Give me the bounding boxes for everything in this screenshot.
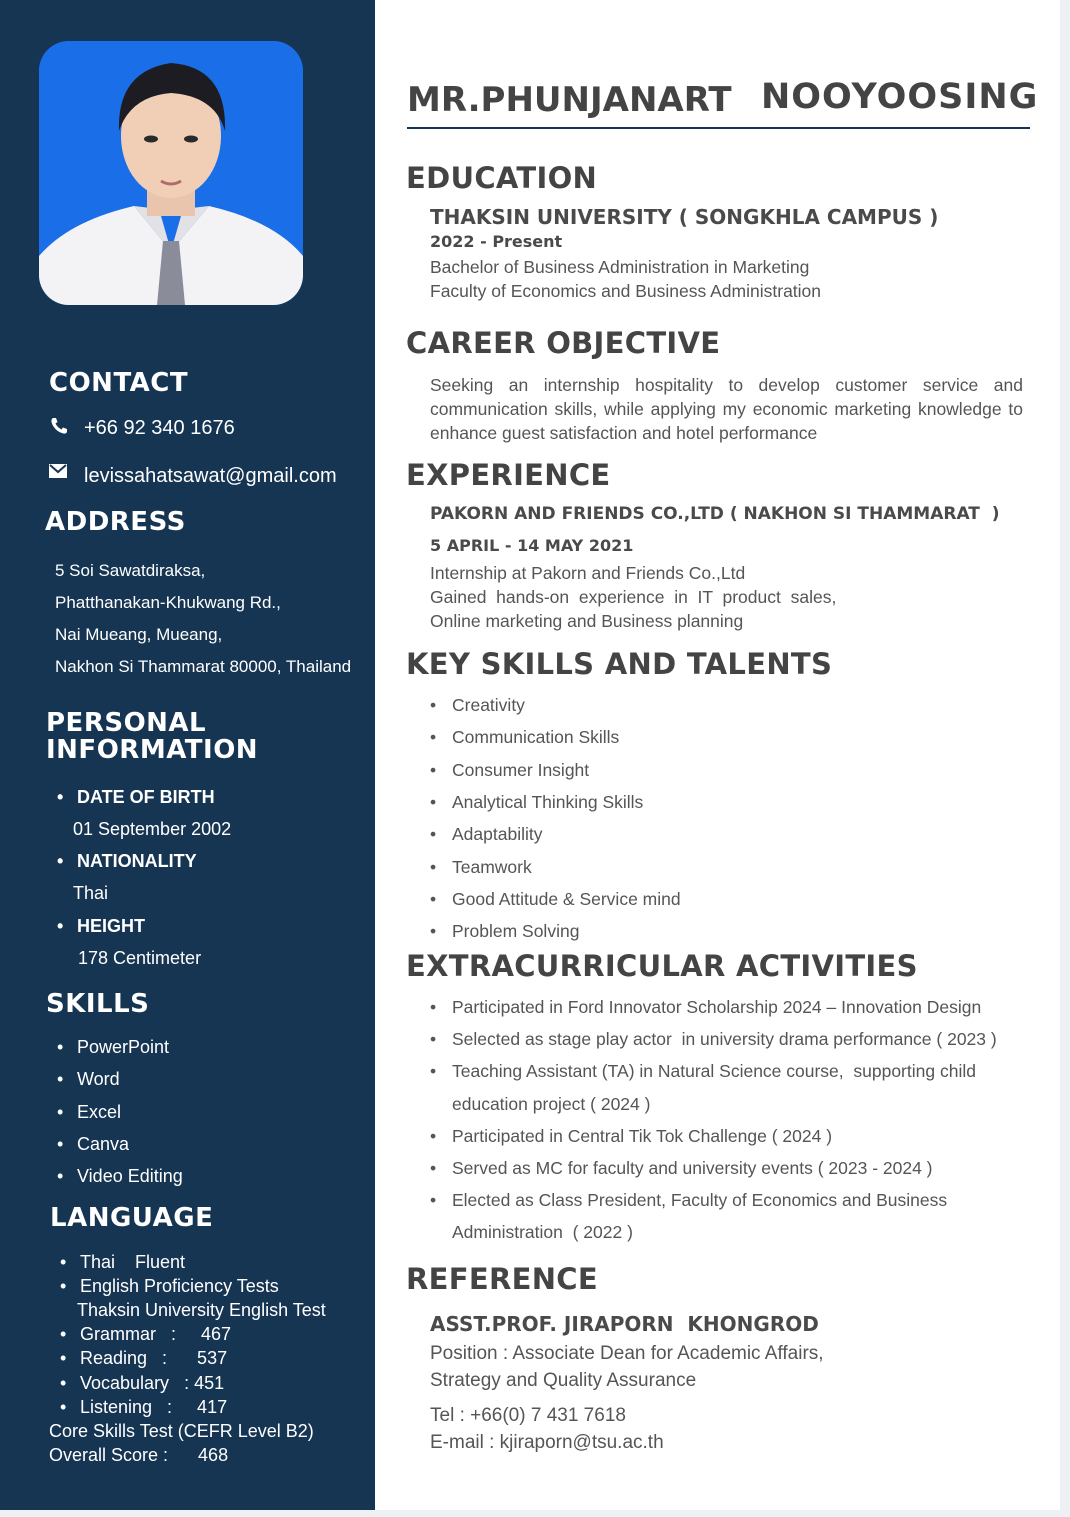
experience-heading: EXPERIENCE [406, 458, 611, 492]
key-skill-item: • Analytical Thinking Skills [452, 792, 643, 813]
skill-item: • PowerPoint [77, 1037, 169, 1058]
key-skill-item: • Communication Skills [452, 727, 619, 748]
key-skill-item: • Teamwork [452, 857, 532, 878]
personal-value-dob: 01 September 2002 [73, 819, 232, 839]
key-skill-item: • Consumer Insight [452, 760, 589, 781]
education-faculty: Faculty of Economics and Business Administration [430, 281, 822, 301]
language-english-tests: • English Proficiency Tests [80, 1276, 279, 1297]
personal-label-height: • HEIGHT [77, 916, 145, 937]
name-last: NOOYOOSING [761, 77, 1039, 117]
language-score: • Listening : 417 [80, 1397, 227, 1418]
reference-heading: REFERENCE [406, 1262, 598, 1296]
name-divider [407, 127, 1030, 129]
personal-label-dob: • DATE OF BIRTH [77, 787, 215, 808]
key-skill-item: • Creativity [452, 695, 525, 716]
key-skills-heading: KEY SKILLS AND TALENTS [406, 647, 833, 681]
education-period: 2022 - Present [430, 232, 563, 251]
profile-photo [39, 41, 303, 305]
sidebar [0, 0, 375, 1510]
reference-position: Position : Associate Dean for Academic Affairs, [430, 1343, 824, 1364]
language-heading: LANGUAGE [50, 1203, 214, 1233]
objective-heading: CAREER OBJECTIVE [406, 326, 721, 360]
activity-item: • Elected as Class President, Faculty of Economics and Business [452, 1190, 947, 1211]
language-overall: Overall Score : 468 [49, 1445, 229, 1465]
skill-item: • Canva [77, 1134, 129, 1155]
activities-heading: EXTRACURRICULAR ACTIVITIES [406, 949, 918, 983]
name-first: MR.PHUNJANART [407, 80, 732, 120]
reference-name: ASST.PROF. JIRAPORN KHONGROD [430, 1312, 819, 1336]
activity-item: • Participated in Central Tik Tok Challenge ( 2024 ) [452, 1126, 832, 1147]
education-heading: EDUCATION [406, 161, 598, 195]
language-tsu-test: Thaksin University English Test [77, 1300, 326, 1320]
activity-item: • Participated in Ford Innovator Scholarship 2024 – Innovation Design [452, 997, 981, 1018]
experience-period: 5 APRIL - 14 MAY 2021 [430, 536, 634, 555]
skill-item: • Excel [77, 1102, 121, 1123]
key-skill-item: • Problem Solving [452, 921, 579, 942]
key-skill-item: • Adaptability [452, 824, 542, 845]
address-line: Nai Mueang, Mueang, [55, 625, 223, 644]
experience-line: Gained hands-on experience in IT product sales, [430, 587, 837, 607]
language-score: • Grammar : 467 [80, 1324, 231, 1345]
key-skill-item: • Good Attitude & Service mind [452, 889, 681, 910]
personal-label-nationality: • NATIONALITY [77, 851, 197, 872]
activity-item: • Teaching Assistant (TA) in Natural Science course, supporting child [452, 1061, 976, 1082]
objective-text: Seeking an internship hospitality to develop customer service and communication skills, while applying my economic marketing knowledge to enhance guest satisfaction and hotel performance [430, 375, 1023, 443]
address-heading: ADDRESS [45, 507, 186, 537]
address-line: 5 Soi Sawatdiraksa, [55, 561, 206, 580]
language-core-skills: Core Skills Test (CEFR Level B2) [49, 1421, 314, 1441]
contact-heading: CONTACT [49, 368, 189, 398]
contact-email[interactable]: levissahatsawat@gmail.com [84, 465, 337, 487]
contact-phone[interactable]: +66 92 340 1676 [84, 417, 235, 439]
activity-item-continuation: education project ( 2024 ) [452, 1094, 651, 1114]
activity-item: • Served as MC for faculty and university events ( 2023 - 2024 ) [452, 1158, 933, 1179]
language-score: • Vocabulary : 451 [80, 1373, 224, 1394]
language-thai: • Thai Fluent [80, 1252, 185, 1273]
personal-value-height: 178 Centimeter [78, 948, 202, 968]
experience-line: Internship at Pakorn and Friends Co.,Ltd [430, 563, 746, 583]
skills-heading: SKILLS [46, 989, 150, 1019]
activity-item-continuation: Administration ( 2022 ) [452, 1222, 633, 1242]
address-line: Phatthanakan-Khukwang Rd., [55, 593, 281, 612]
address-line: Nakhon Si Thammarat 80000, Thailand [55, 657, 352, 676]
experience-line: Online marketing and Business planning [430, 611, 744, 631]
skill-item: • Video Editing [77, 1166, 183, 1187]
profile-photo-illustration [39, 41, 303, 305]
reference-email[interactable]: E-mail : kjiraporn@tsu.ac.th [430, 1432, 664, 1453]
personal-value-nationality: Thai [73, 883, 109, 903]
reference-position: Strategy and Quality Assurance [430, 1370, 697, 1391]
education-degree: Bachelor of Business Administration in Marketing [430, 257, 810, 277]
personal-heading-line1: PERSONAL [46, 708, 207, 738]
experience-company: PAKORN AND FRIENDS CO.,LTD ( NAKHON SI THAMMARAT ) [430, 504, 1000, 524]
personal-heading-line2: INFORMATION [46, 735, 259, 765]
activity-item: • Selected as stage play actor in university drama performance ( 2023 ) [452, 1029, 997, 1050]
envelope-icon [49, 464, 67, 478]
skill-item: • Word [77, 1069, 120, 1090]
language-score: • Reading : 537 [80, 1348, 227, 1369]
reference-tel[interactable]: Tel : +66(0) 7 431 7618 [430, 1405, 626, 1426]
education-school: THAKSIN UNIVERSITY ( SONGKHLA CAMPUS ) [430, 205, 939, 229]
phone-icon [49, 416, 69, 436]
